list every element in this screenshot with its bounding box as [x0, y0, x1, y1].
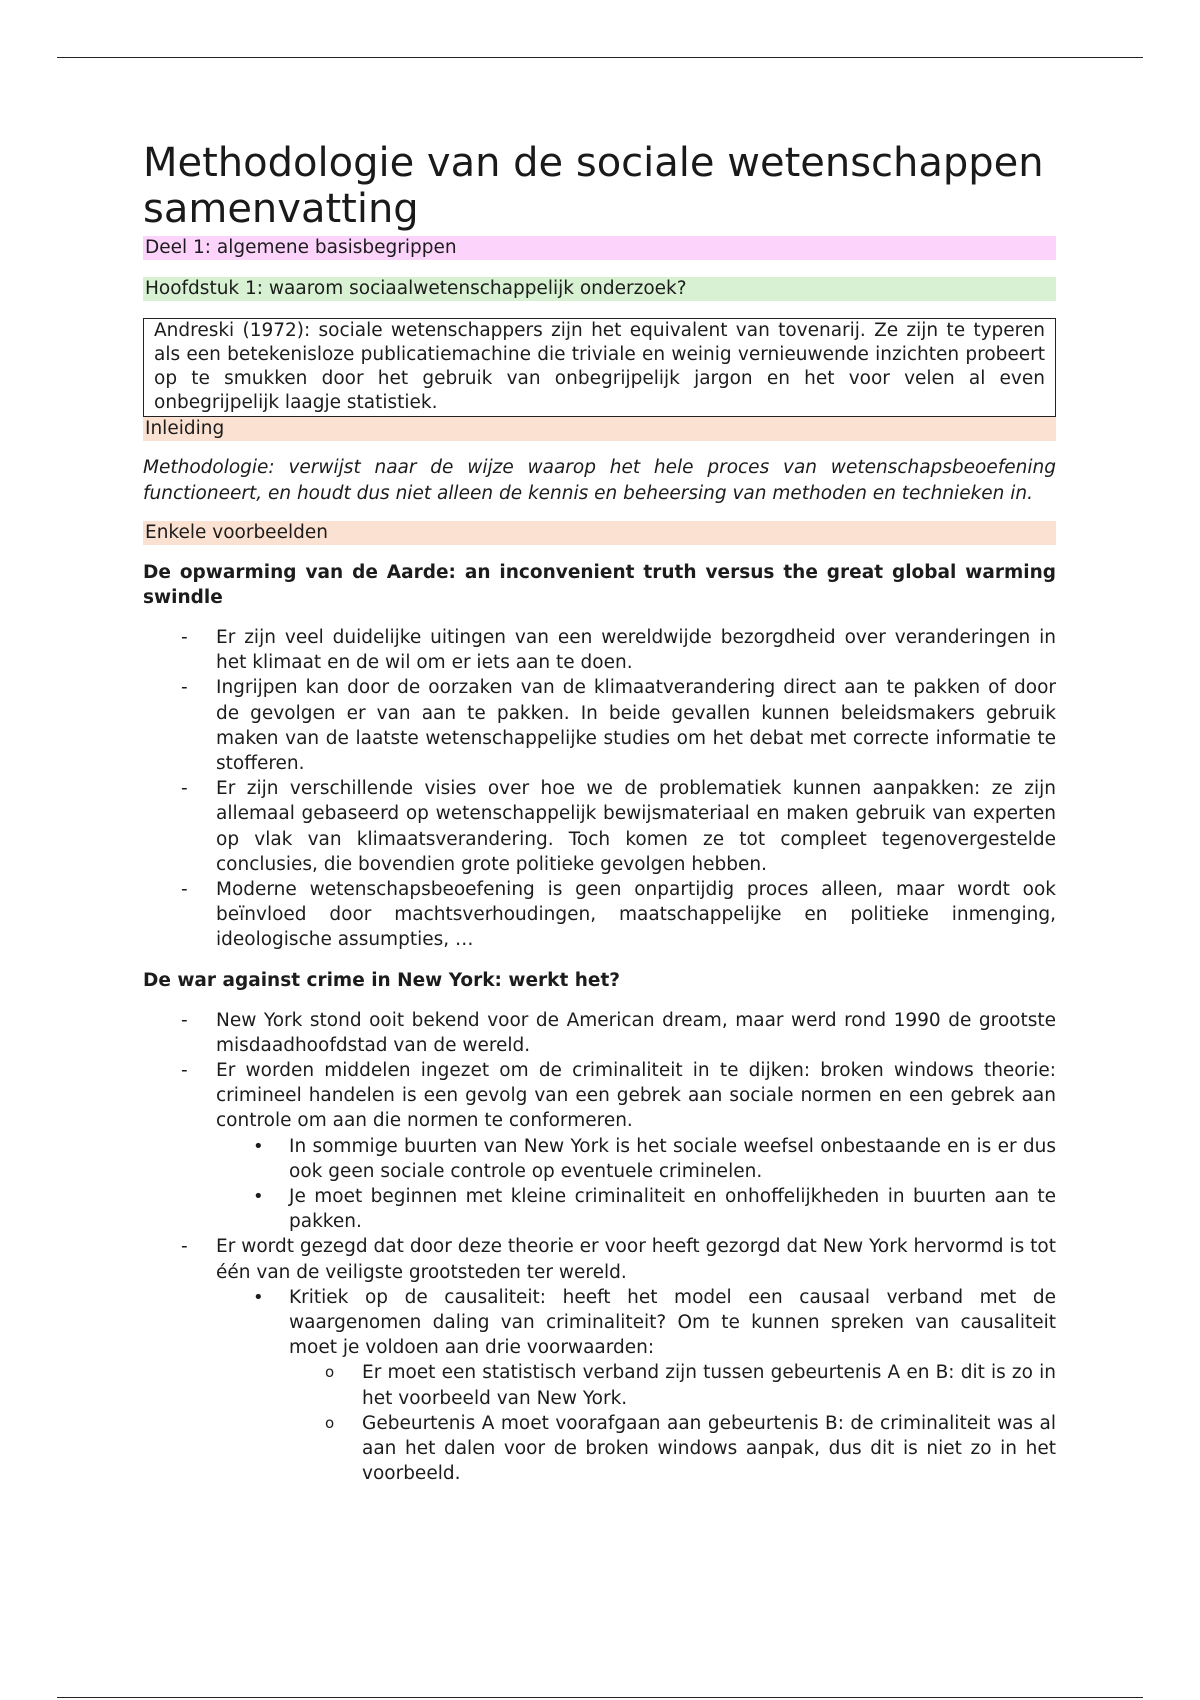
- dash-marker: -: [181, 1236, 188, 1258]
- dash-marker: -: [181, 778, 188, 800]
- sub-list: [143, 1285, 1056, 1487]
- bullet-marker: •: [253, 1186, 264, 1208]
- example2-title: De war against crime in New York: werkt het?: [143, 969, 621, 991]
- dash-marker: -: [181, 1009, 188, 1031]
- section-heading-inleiding: Inleiding: [143, 417, 1056, 441]
- list-item: - Er zijn veel duidelijke uitingen van een wereldwijde bezorgdheid over veranderingen in het klimaat en de wil om er iets aan te doen.: [181, 627, 1056, 674]
- list-item: - New York stond ooit bekend voor de American dream, maar werd rond 1990 de grootste misdaadhoofdstad van de wereld.: [181, 1009, 1056, 1056]
- document-title: Methodologie van de sociale wetenschappen samenvatting: [143, 140, 1044, 232]
- list-item: - Er wordt gezegd dat door deze theorie er voor heeft gezorgd dat New York hervormd is tot één van de veiligste grootsteden ter wereld. • Kritiek op de causaliteit: heeft het model een causaal verband met de waargenomen daling van criminaliteit? Om te kunnen spreken van causaliteit moet je voldoen aan drie voorwaarden: o Er moet een statistisch verband zijn tussen gebeurtenis A en B: dit is zo in het voorbeeld van New York. o Gebeurtenis A moet voorafgaan aan gebeurtenis B: de criminaliteit was al aan het dalen voor de broken windows aanpak, dus dit is niet zo in het voorbeeld.: [143, 1234, 1056, 1486]
- bottom-rule: [57, 1697, 1143, 1698]
- example1-title: De opwarming van de Aarde: an inconvenient truth versus the great global warming swindle: [143, 562, 1056, 608]
- sub-list: [143, 1134, 1056, 1235]
- methodologie-definition: Methodologie: verwijst naar de wijze waarop het hele proces van wetenschapsbeoefening functioneert, en houdt dus niet alleen de kennis en beheersing van methoden en technieken in.: [143, 457, 1056, 504]
- bullet-marker: •: [253, 1286, 264, 1308]
- list-item: - Er zijn verschillende visies over hoe we de problematiek kunnen aanpakken: ze zijn allemaal gebaseerd op wetenschappelijk bewijsmateriaal en maken gebruik van experten op vlak van klimaatsverandering. Toch komen ze tot compleet tegenovergestelde conclusies, die bovendien grote politieke gevolgen hebben.: [181, 778, 1056, 875]
- list-item: - Moderne wetenschapsbeoefening is geen onpartijdig proces alleen, maar wordt ook beïnvloed door machtsverhoudingen, maatschappelijke en politieke inmenging, ideologische assumpties, …: [181, 879, 1056, 951]
- dash-marker: -: [181, 1060, 188, 1082]
- dash-marker: -: [181, 677, 188, 699]
- sub-list-item: • Je moet beginnen met kleine criminaliteit en onhoffelijkheden in buurten aan te pakken.: [253, 1186, 1056, 1233]
- section-heading-voorbeelden: Enkele voorbeelden: [143, 521, 1056, 545]
- part-heading: Deel 1: algemene basisbegrippen: [143, 236, 1056, 260]
- circle-marker: o: [325, 1363, 335, 1382]
- sub-sub-list-item: o Gebeurtenis A moet voorafgaan aan gebeurtenis B: de criminaliteit was al aan het dalen voor de broken windows aanpak, dus dit is niet zo in het voorbeeld.: [325, 1412, 1056, 1485]
- sub-list-item: • Kritiek op de causaliteit: heeft het model een causaal verband met de waargenomen daling van criminaliteit? Om te kunnen spreken van causaliteit moet je voldoen aan drie voorwaarden: o Er moet een statistisch verband zijn tussen gebeurtenis A en B: dit is zo in het voorbeeld van New York. o Gebeurtenis A moet voorafgaan aan gebeurtenis B: de criminaliteit was al aan het dalen voor de broken windows aanpak, dus dit is niet zo in het voorbeeld.: [216, 1285, 1056, 1487]
- sub-sub-list-item: o Er moet een statistisch verband zijn tussen gebeurtenis A en B: dit is zo in het voorbeeld van New York.: [325, 1362, 1056, 1409]
- bullet-marker: •: [253, 1135, 264, 1157]
- list-item: - Er worden middelen ingezet om de criminaliteit in te dijken: broken windows theorie: crimineel handelen is een gevolg van een gebrek aan sociale normen en een gebrek aan controle om aan die normen te conformeren. • In sommige buurten van New York is het sociale weefsel onbestaande en is er dus ook geen sociale controle op eventuele criminelen. • Je moet beginnen met kleine criminaliteit en onhoffelijkheden in buurten aan te pakken.: [143, 1058, 1056, 1234]
- sub-sub-list: [216, 1360, 1056, 1486]
- chapter-heading: Hoofdstuk 1: waarom sociaalwetenschappelijk onderzoek?: [143, 277, 1056, 301]
- dash-marker: -: [181, 627, 188, 648]
- example2-list: [143, 1008, 1056, 1487]
- list-item: - Ingrijpen kan door de oorzaken van de klimaatverandering direct aan te pakken of door de gevolgen er van aan te pakken. In beide gevallen kunnen beleidsmakers gebruik maken van de laatste wetenschappelijke studies om het debat met correcte informatie te stofferen.: [181, 677, 1056, 775]
- top-rule: [57, 57, 1143, 58]
- sub-list-item: • In sommige buurten van New York is het sociale weefsel onbestaande en is er dus ook geen sociale controle op eventuele criminelen.: [253, 1135, 1056, 1182]
- example1-list: [143, 625, 1056, 953]
- dash-marker: -: [181, 879, 188, 901]
- document-page: [143, 140, 1056, 1487]
- circle-marker: o: [325, 1413, 335, 1432]
- quote-box: Andreski (1972): sociale wetenschappers zijn het equivalent van tovenarij. Ze zijn te typeren als een betekenisloze publicatiemachine die triviale en weinig vernieuwende inzichten probeert op te smukken door het gebruik van onbegrijpelijk jargon en het voor velen al even onbegrijpelijk laagje statistiek.: [143, 318, 1056, 417]
